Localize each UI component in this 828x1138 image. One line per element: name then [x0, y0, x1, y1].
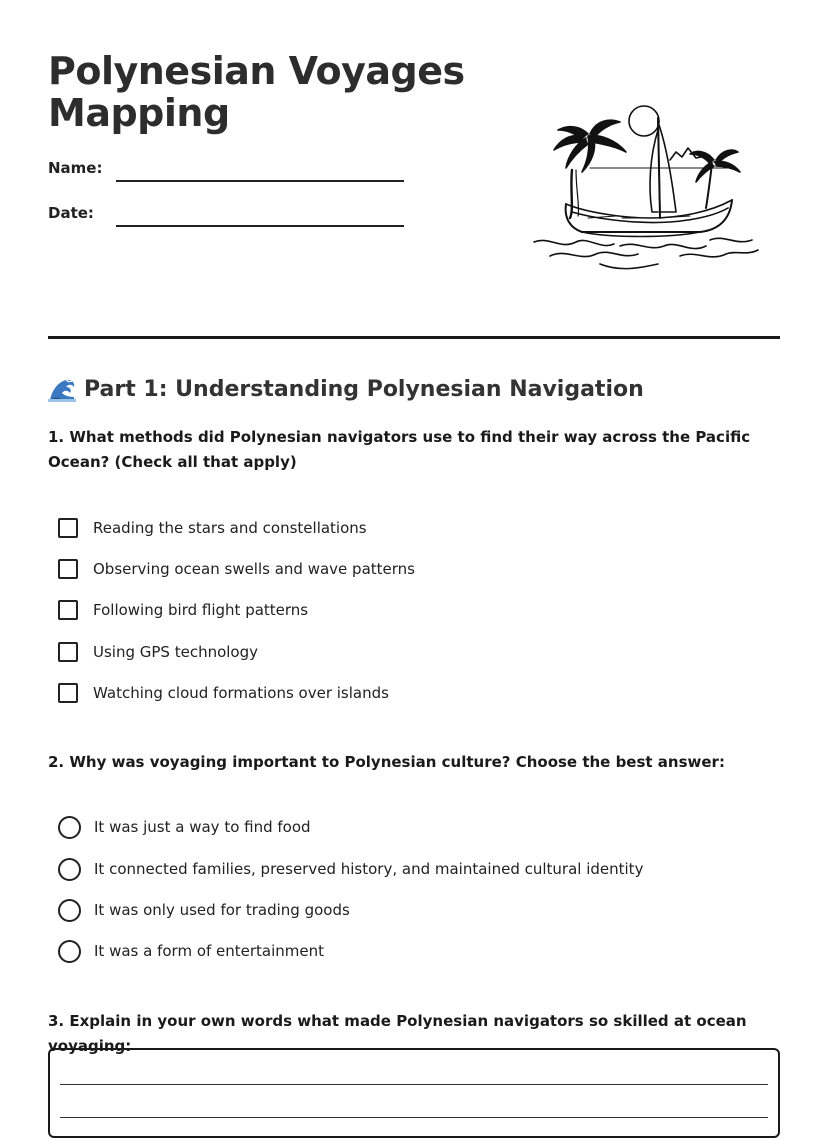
date-field[interactable] [116, 225, 404, 227]
option-label: Observing ocean swells and wave patterns [93, 560, 415, 578]
water-wave-icon [48, 376, 76, 402]
checkbox[interactable] [58, 600, 78, 620]
name-field[interactable] [116, 180, 404, 182]
question-2: 2. Why was voyaging important to Polynesian culture? Choose the best answer: [48, 753, 725, 771]
q1-option-1[interactable] [58, 516, 367, 540]
option-label: Watching cloud formations over islands [93, 684, 389, 702]
radio-button[interactable] [58, 940, 81, 963]
checkbox[interactable] [58, 642, 78, 662]
radio-button[interactable] [58, 899, 81, 922]
option-label: It was a form of entertainment [94, 942, 325, 960]
name-label: Name: [48, 159, 103, 177]
island-canoe-illustration [530, 100, 765, 275]
checkbox[interactable] [58, 518, 78, 538]
q2-option-1[interactable] [58, 815, 311, 839]
option-label: It was just a way to find food [94, 818, 311, 836]
q1-option-4[interactable] [58, 640, 258, 664]
page-title: Polynesian Voyages Mapping [48, 49, 465, 135]
header-divider [48, 336, 780, 339]
answer-line [60, 1084, 768, 1085]
q2-option-4[interactable] [58, 939, 324, 963]
option-label: It was only used for trading goods [94, 901, 350, 919]
option-label: Using GPS technology [93, 643, 259, 661]
q1-option-2[interactable] [58, 557, 415, 581]
date-label: Date: [48, 204, 94, 222]
part1-heading-text: Part 1: Understanding Polynesian Navigation [84, 376, 644, 402]
checkbox[interactable] [58, 559, 78, 579]
q1-option-3[interactable] [58, 598, 308, 622]
q2-option-3[interactable] [58, 898, 350, 922]
option-label: Following bird flight patterns [93, 601, 309, 619]
checkbox[interactable] [58, 683, 78, 703]
question-1: 1. What methods did Polynesian navigators use to find their way across the Pacific Ocean? (Check all that apply) [48, 428, 751, 471]
part1-heading [48, 372, 644, 406]
option-label: It connected families, preserved history, and maintained cultural identity [94, 860, 644, 878]
q1-option-5[interactable] [58, 681, 389, 705]
question-3: 3. Explain in your own words what made Polynesian navigators so skilled at ocean voyaging: [48, 1012, 747, 1055]
radio-button[interactable] [58, 858, 81, 881]
option-label: Reading the stars and constellations [93, 519, 367, 537]
radio-button[interactable] [58, 816, 81, 839]
q2-option-2[interactable] [58, 857, 643, 881]
answer-textarea[interactable] [48, 1048, 780, 1138]
